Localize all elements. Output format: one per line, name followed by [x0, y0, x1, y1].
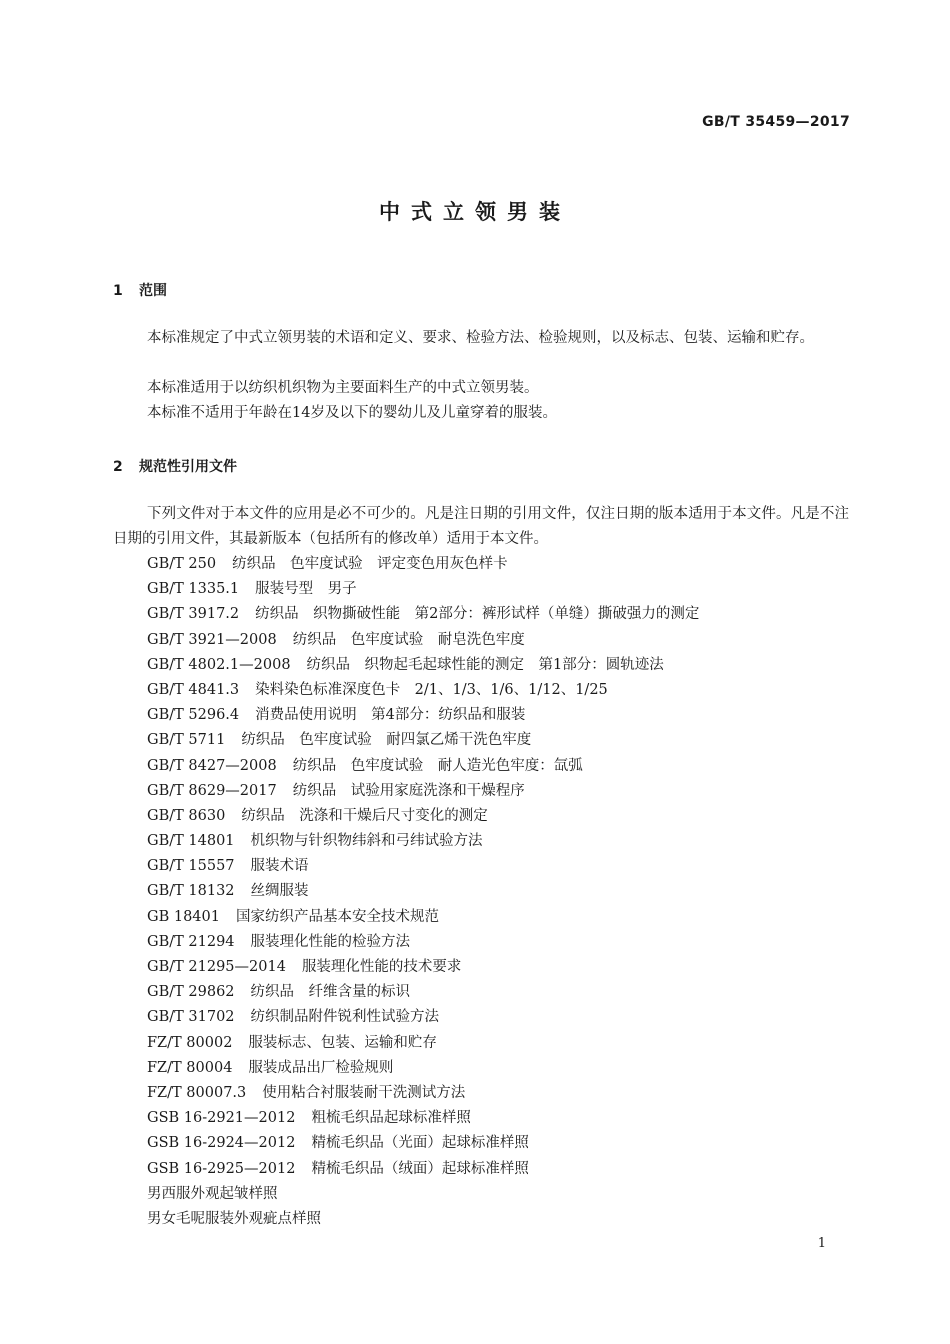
reference-title: 纺织制品附件锐利性试验方法: [250, 1009, 440, 1026]
reference-item: [147, 1005, 847, 1030]
reference-code: GB/T 8630: [147, 807, 226, 824]
reference-item: [147, 1056, 847, 1081]
document-title: 中式立领男装: [379, 200, 571, 224]
reference-item: [147, 602, 847, 627]
section-number: 1: [113, 283, 123, 299]
reference-title: 服装理化性能的检验方法: [250, 933, 411, 950]
reference-title: 丝绸服装: [250, 883, 309, 900]
paragraph: 本标准不适用于年龄在14岁及以下的婴幼儿及儿童穿着的服装。: [147, 405, 557, 421]
reference-title: 纺织品 织物撕破性能 第2部分：裤形试样（单缝）撕破强力的测定: [255, 606, 700, 623]
reference-item: [147, 1207, 847, 1232]
reference-item: [147, 1106, 847, 1131]
reference-code: GB/T 21295—2014: [147, 959, 286, 975]
standard-code: GB/T 35459—2017: [702, 114, 850, 130]
reference-item: [147, 955, 847, 980]
reference-code: GSB 16-2925—2012: [147, 1160, 296, 1177]
reference-title: 服装术语: [250, 858, 309, 875]
reference-item: [147, 980, 847, 1005]
reference-title: 机织物与针织物纬斜和弓纬试验方法: [250, 833, 483, 850]
reference-code: GB/T 5711: [147, 732, 226, 749]
paragraph: 本标准规定了中式立领男装的术语和定义、要求、检验方法、检验规则，以及标志、包装、运输和贮存。: [147, 330, 814, 346]
reference-item: [147, 779, 847, 804]
reference-title: 纺织品 织物起毛起球性能的测定 第1部分：圆轨迹法: [306, 656, 664, 673]
reference-title: 精梳毛织品（光面）起球标准样照: [311, 1135, 529, 1152]
reference-item: [147, 552, 847, 577]
reference-item: [147, 854, 847, 879]
section-heading-scope: [113, 280, 167, 300]
reference-item: [147, 804, 847, 829]
reference-title: 男女毛呢服装外观疵点样照: [147, 1210, 321, 1227]
reference-title: 服装标志、包装、运输和贮存: [248, 1034, 437, 1051]
reference-code: GB 18401: [147, 908, 220, 925]
reference-code: GB/T 5296.4: [147, 707, 240, 724]
reference-code: FZ/T 80004: [147, 1059, 233, 1076]
reference-item: [147, 905, 847, 930]
reference-item: [147, 678, 847, 703]
reference-item: [147, 829, 847, 854]
reference-list: [147, 552, 847, 1232]
reference-item: [147, 577, 847, 602]
reference-title: 消费品使用说明 第4部分：纺织品和服装: [255, 707, 526, 724]
reference-item: [147, 1157, 847, 1182]
reference-code: FZ/T 80002: [147, 1034, 233, 1051]
reference-code: GB/T 15557: [147, 858, 235, 875]
section-title: 范围: [139, 283, 167, 299]
reference-code: GSB 16-2924—2012: [147, 1135, 296, 1152]
reference-title: 男西服外观起皱样照: [147, 1185, 278, 1202]
reference-title: 纺织品 色牢度试验 耐皂洗色牢度: [292, 631, 525, 648]
reference-code: GB/T 29862: [147, 984, 235, 1001]
reference-title: 使用粘合衬服装耐干洗测试方法: [262, 1084, 466, 1101]
reference-code: GB/T 18132: [147, 883, 235, 900]
reference-title: 纺织品 色牢度试验 耐人造光色牢度：氙弧: [292, 757, 583, 774]
reference-item: [147, 628, 847, 653]
reference-title: 纺织品 洗涤和干燥后尺寸变化的测定: [241, 807, 488, 824]
reference-item: [147, 703, 847, 728]
reference-item: [147, 653, 847, 678]
reference-title: 精梳毛织品（绒面）起球标准样照: [311, 1160, 529, 1177]
reference-title: 纺织品 色牢度试验 耐四氯乙烯干洗色牢度: [241, 732, 532, 749]
reference-item: [147, 1031, 847, 1056]
reference-item: [147, 879, 847, 904]
reference-code: GB/T 21294: [147, 933, 235, 950]
paragraph: 下列文件对于本文件的应用是必不可少的。凡是注日期的引用文件，仅注日期的版本适用于本文件。凡是不注日期的引用文件，其最新版本（包括所有的修改单）适用于本文件。: [113, 506, 849, 547]
reference-code: GB/T 8427—2008: [147, 757, 277, 774]
section-heading-normative-references: [113, 456, 237, 476]
reference-item: [147, 1081, 847, 1106]
section-title: 规范性引用文件: [139, 459, 237, 475]
reference-code: GSB 16-2921—2012: [147, 1110, 296, 1127]
reference-item: [147, 1131, 847, 1156]
reference-code: GB/T 31702: [147, 1009, 235, 1026]
paragraph: 本标准适用于以纺织机织物为主要面料生产的中式立领男装。: [147, 380, 539, 396]
reference-item: [147, 1182, 847, 1207]
reference-title: 纺织品 色牢度试验 评定变色用灰色样卡: [232, 556, 508, 572]
reference-code: FZ/T 80007.3: [147, 1084, 247, 1101]
reference-title: 纺织品 纤维含量的标识: [250, 984, 411, 1001]
reference-item: [147, 930, 847, 955]
reference-code: GB/T 4802.1—2008: [147, 656, 291, 673]
reference-title: 粗梳毛织品起球标准样照: [311, 1110, 471, 1127]
page-number: 1: [817, 1236, 826, 1251]
reference-title: 纺织品 试验用家庭洗涤和干燥程序: [292, 782, 525, 799]
reference-code: GB/T 4841.3: [147, 681, 240, 698]
section-number: 2: [113, 459, 123, 475]
reference-code: GB/T 1335.1: [147, 581, 240, 598]
reference-title: 服装号型 男子: [255, 581, 357, 598]
reference-code: GB/T 3917.2: [147, 606, 240, 623]
reference-item: [147, 754, 847, 779]
reference-item: [147, 728, 847, 753]
reference-title: 国家纺织产品基本安全技术规范: [235, 908, 439, 925]
reference-title: 染料染色标准深度色卡 2/1、1/3、1/6、1/12、1/25: [255, 681, 608, 698]
reference-code: GB/T 3921—2008: [147, 631, 277, 648]
reference-code: GB/T 14801: [147, 833, 235, 850]
reference-code: GB/T 8629—2017: [147, 782, 277, 799]
reference-title: 服装成品出厂检验规则: [248, 1059, 394, 1076]
reference-title: 服装理化性能的技术要求: [301, 959, 462, 975]
reference-code: GB/T 250: [147, 556, 217, 572]
